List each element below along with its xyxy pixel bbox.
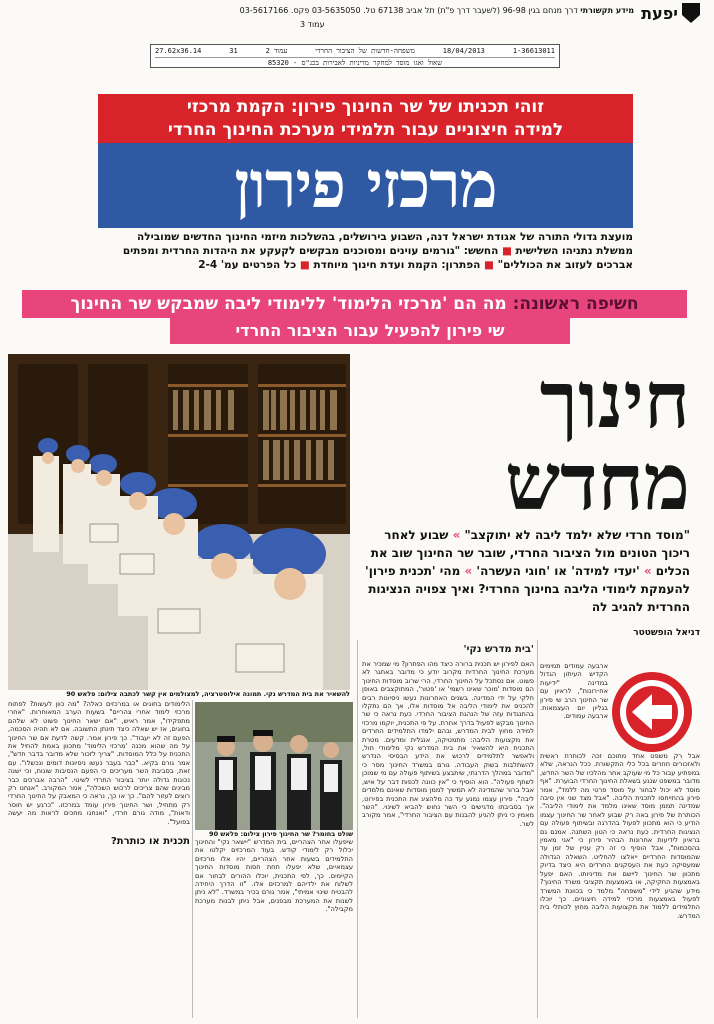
meta-field: 27.62x36.14 [155, 47, 202, 55]
exposure-banner-line2: שי פירון להפעיל עבור הציבור החרדי [170, 318, 570, 344]
subtext-line2: ממשלת נתניהו השלישית [515, 245, 633, 257]
exposure-banner [22, 290, 687, 318]
meta-field: עמוד 2 [265, 47, 288, 55]
header-address [240, 6, 634, 15]
subtext-solution: הפתרון: הקמת ועדת חינוך מיוחדת [313, 259, 481, 271]
meta-row [155, 47, 555, 55]
article-column-3: שיפעלו אחר הצהריים, בית המדרש "יישאר נקי" והחינוך יכלול רק לימודי קודש. בעוד המרכזים יקלטו את התלמידים בשעות אחר הצהריים, יהיו אלו מרכזים עצמאיים, שלא יפעלו תחת חסות מוסדות החינוך הקיימים. כך, לפי התכנית, יוכלו ההורים לבחור אם לשלוח את ילדיהם למרכזים אלו. "זו הדרך היחידה להבטיח שינוי אמיתי", אמר גורם בכיר במשרד. "לא ניתן לשנות את המערכת מבפנים, אבל ניתן לבנות מערכת מקבילה". [195, 838, 353, 914]
exposure-line1: מה הם 'מרכזי הלימוד' ללימודי ליבה שמבקש שר החינוך [70, 294, 507, 314]
bullet-icon: ■ [484, 259, 494, 271]
lead-arrow-icon: » [452, 528, 461, 542]
address-line: דרך מנחם בגין 96-98 (לשעבר דרך פ"ת) תל אביב 67138 טל. 03-5635050 פקס. 03-5617166 [239, 6, 578, 15]
article-headline [360, 355, 690, 528]
subtext-line3: ומפתים אברכים לעזוב את הכוללים" [122, 245, 633, 271]
red-banner-line1: זוהי תכניתו של שר החינוך פירון: הקמת מרכזי [186, 97, 545, 117]
column-4-intro: הלימודים בחוגים או במרכזים כאלה? "מה כוון לעשות? לפתוח מרכזי לימוד אחרי צהריים" בשעות הערב המאוחרות. "אחרי מתפקידו", אמר ראיש, "אם ישאר החינוך פשוט לא שלהם בחוגים, אז יש שאלה כיצד תינתן התשובה. אם לא תהיה הסכמה, הפעם זה לא יעבוד". כך פירון אמר. קשה לדעת אם שר החינוך על מה שהוא מכנה 'מרכזי הלימוד' מתכוון באמת להחיל את התכנית על כלל המוסדות. "צריך לזכור שלא מדובר בדבר חדש", אמר גורם בקיא. "כבר בעבר נעשו ניסיונות דומים ונכשלו". עם זאת, בסביבת השר מעריכים כי הפעם הנסיבות שונות, וכי ישנה נכונות גדולה יותר בציבור החרדי לשינוי. "הרבה אברכים כבר מבינים שהם צריכים לרכוש השכלה", אמר המקורב. "אנחנו רק רוצים לעזור להם". כך או כך, נראה כי המאבק על החינוך החרדי רק מתחיל, ושר החינוך פירון עומד במרכזו. "כרגע יש חוסר ודאות", מודה גורם חרדי, "ואנחנו מחכים לראות מה יעשה בפועל". [8, 700, 190, 826]
meta-field: 1-36613011 [512, 47, 555, 55]
column-2-body: האם לפירון יש תכנית ברורה כיצד מהו הפתרון? מי שמכיר את מערכת החינוך החרדית מקרוב יודע כי מדובר באתגר לא פשוט. אם נסתכל על החינוך החרדי, הרי שרוב מוסדות החינוך הם מוסדות 'מוכר שאינו רשמי' או 'פטור', המתוקצבים באופן חלקי על ידי המדינה. בשנים האחרונות נעשו ניסיונות רבים להכניס את לימודי הליבה אל מוסדות אלו, אך הם נתקלו בהתנגדות עזה של הנהגת הציבור החרדי. כעת נראה כי שר החינוך מבקש לפעול בדרך אחרת. על פי התכנית, יוקמו מרכזי למידה מחוץ לבית המדרש, ובהם ילמדו התלמידים החרדים את מקצועות הליבה: מתמטיקה, אנגלית ומדעים. מטרת התכנית היא להשאיר את בית המדרש נקי מלימודי חול, ולאפשר לתלמידים לרכוש את הידע הבסיסי הנדרש להשתלבות בשוק העבודה. גורם במשרד החינוך מסר כי "מדובר במהלך הדרגתי, שיתבצע בשיתוף פעולה עם מי שמוכן לשתף פעולה". הוא הוסיף כי "אין כוונה לכפות דבר על איש, אבל ברור שהמדינה לא תמשיך לממן מוסדות שאינם מלמדים ליבה". פירון עצמו נמנע עד כה מלהציג את התכנית בפירוט, אך בסביבתו מדגישים כי השר נחוש להביא לשינוי. "השר מאמין כי ניתן להגיע להבנות עם הציבור החרדי", אמר מקורב לשר. [362, 660, 534, 828]
yifat-logo [641, 2, 700, 24]
lead-term1: 'יעדי למידה' [571, 564, 640, 578]
headline-line1: חינוך [539, 355, 690, 446]
lead-text1: שבוע לאחר ריכוך הטונים מול הציבור החרדי, שובר שר החינוך שוב את הכלים [370, 528, 690, 578]
top-red-banner [98, 94, 633, 143]
exposure-prefix: חשיפה ראשונה: [512, 294, 639, 314]
column-divider [192, 700, 193, 1018]
photo-credit: צילום: פלאש 90 [66, 690, 118, 698]
minister-photo-caption [195, 830, 353, 838]
lead-term2: 'חוגי העשרה' [476, 564, 550, 578]
meta-field: משפחה-חדשות של הציבור החרדי [315, 47, 415, 55]
classroom-illustration [8, 354, 350, 690]
subtext-details: כל הפרטים עמ' 2-4 [198, 259, 297, 271]
lead-text3: מהי [439, 564, 461, 578]
subtext-line1: מועצת גדולי התורה של אגודת ישראל דנה, השבוע בירושלים, בהשלכות מיזמי החינוך החדשים שמובילה [137, 231, 633, 243]
lead-text2: או [554, 564, 568, 578]
lead-text4: להעמקת לימודי הליבה בחינוך החרדי? [478, 582, 690, 596]
clipping-meta-box [150, 44, 560, 68]
lead-arrow-icon: » [464, 564, 473, 578]
article-column-1b: אבל רק משפט אחד מתוכם זכה לכותרת ראשית ולאזכורים חוזרים בכל כלי התקשורת. ככל הנראה, שלא במפתיע עבור כל מי שעוקב אחר מהלכיו של השר החדש, מדובר במשפט שנגע בשאלת החינוך החרדי הבוערת. "אף מוסד לא יכול לבחור על מוסד פרטי מה ללמד", אמר פירון בהתייחסו לתכנית הליבה. "אבל מצד שני אין סיבה שמדינה תממן מוסד שאינו מלמד את לימודי הליבה". הכותרת של פירון באה רק שבוע לאחר שר החינוך עצמו הודיע כי הוא מתכוון לפעול בהדרגה ובשיתוף פעולה עם הנציגות החרדית. כעת נראה כי הטון השתנה. אמנם גם בראיון לידיעות אחרונות הבהיר פירון כי "אני מאמין בהסכמות", אבל הוסיף כי זה רק עניין של זמן עד שהמוסדות החרדיים ייאלצו להחליט. השאלה הגדולה שמעסיקה כעת את העסקנים החרדים היא כיצד בדיוק מתכוון שר החינוך ליישם את מדיניותו. האם יפעל באמצעות החקיקה, או באמצעות תקציבי משרד החינוך? מידע שהגיע לידי "משפחה" מלמד כי בכוונת המשרד לפעול באמצעות מרכזי למידה חיצוניים. כך יוכלו התלמידים ללמוד את מקצועות הליבה מחוץ לכותלי בית המדרש. [540, 752, 700, 920]
yifat-flag-icon [682, 3, 700, 23]
meta-source: שאול ואגו מוסד למחקר מדיניות לאבירות בכנ"ס - 85320 [155, 57, 555, 67]
main-photo-caption [8, 690, 350, 698]
main-photo [8, 354, 350, 690]
article-column-2 [362, 640, 534, 1018]
minister-illustration [195, 702, 353, 830]
article-column-1: ארבעה עמודים תמימים הקדיש העיתון הגדול במדינה "ידיעות אח-רונות", לראיון עם שר החינוך הרב שי פירון בגליון יום העצמאות. ארבעה עמודים. [540, 662, 608, 721]
red-banner-line2: למידה חיצוניים עבור תלמידי מערכת החינוך החרדי [167, 120, 564, 140]
blue-title-banner: מרכזי פירון [98, 143, 633, 228]
arrow-left-icon [612, 672, 692, 752]
bullet-icon: ■ [501, 245, 512, 257]
subheading-clean-beit-midrash: 'בית מדרש נקי' [463, 644, 534, 655]
meta-field: 18/04/2013 [442, 47, 485, 55]
column-divider [357, 640, 358, 1018]
column-divider [537, 640, 538, 1018]
bullet-icon: ■ [299, 259, 310, 271]
minister-photo-credit: צילום: פלאש 90 [209, 830, 260, 838]
article-column-4 [8, 700, 190, 1018]
brand-name: יפעת [641, 3, 678, 23]
meta-field: 31 [229, 47, 238, 55]
brand-sub: מידע תקשורתי [580, 6, 634, 15]
headline-line2: מחדש [504, 437, 690, 528]
page-label: עמוד 3 [300, 20, 325, 29]
lead-arrow-icon: » [643, 564, 652, 578]
lead-term3: 'תכנית פירון' [365, 564, 436, 578]
author-byline: דניאל הופשטטר [633, 628, 700, 638]
article-lead [360, 526, 690, 616]
lead-text5: ואיך צפויה הנציגות החרדית להגיב לה [368, 582, 690, 614]
subtext-fear: החשש: "גורמים עוינים ומסוכנים מבקשים לקעקע את היהדות החרדית [162, 245, 499, 257]
photo-caption-text: להשאיר את בית המדרש נקי. תמונה אילוסטרציה, למצולמים אין קשר לכתבה [119, 690, 350, 698]
banner-subtext [98, 230, 633, 272]
minister-caption-text: שולט בחומר? שר החינוך פירון [262, 830, 353, 838]
minister-photo [195, 702, 353, 830]
lead-quote: "מוסד חרדי שלא ילמד ליבה לא יתוקצב" [464, 528, 690, 542]
subheading-plan-or-headline: תכנית או כותרת? [8, 836, 190, 847]
